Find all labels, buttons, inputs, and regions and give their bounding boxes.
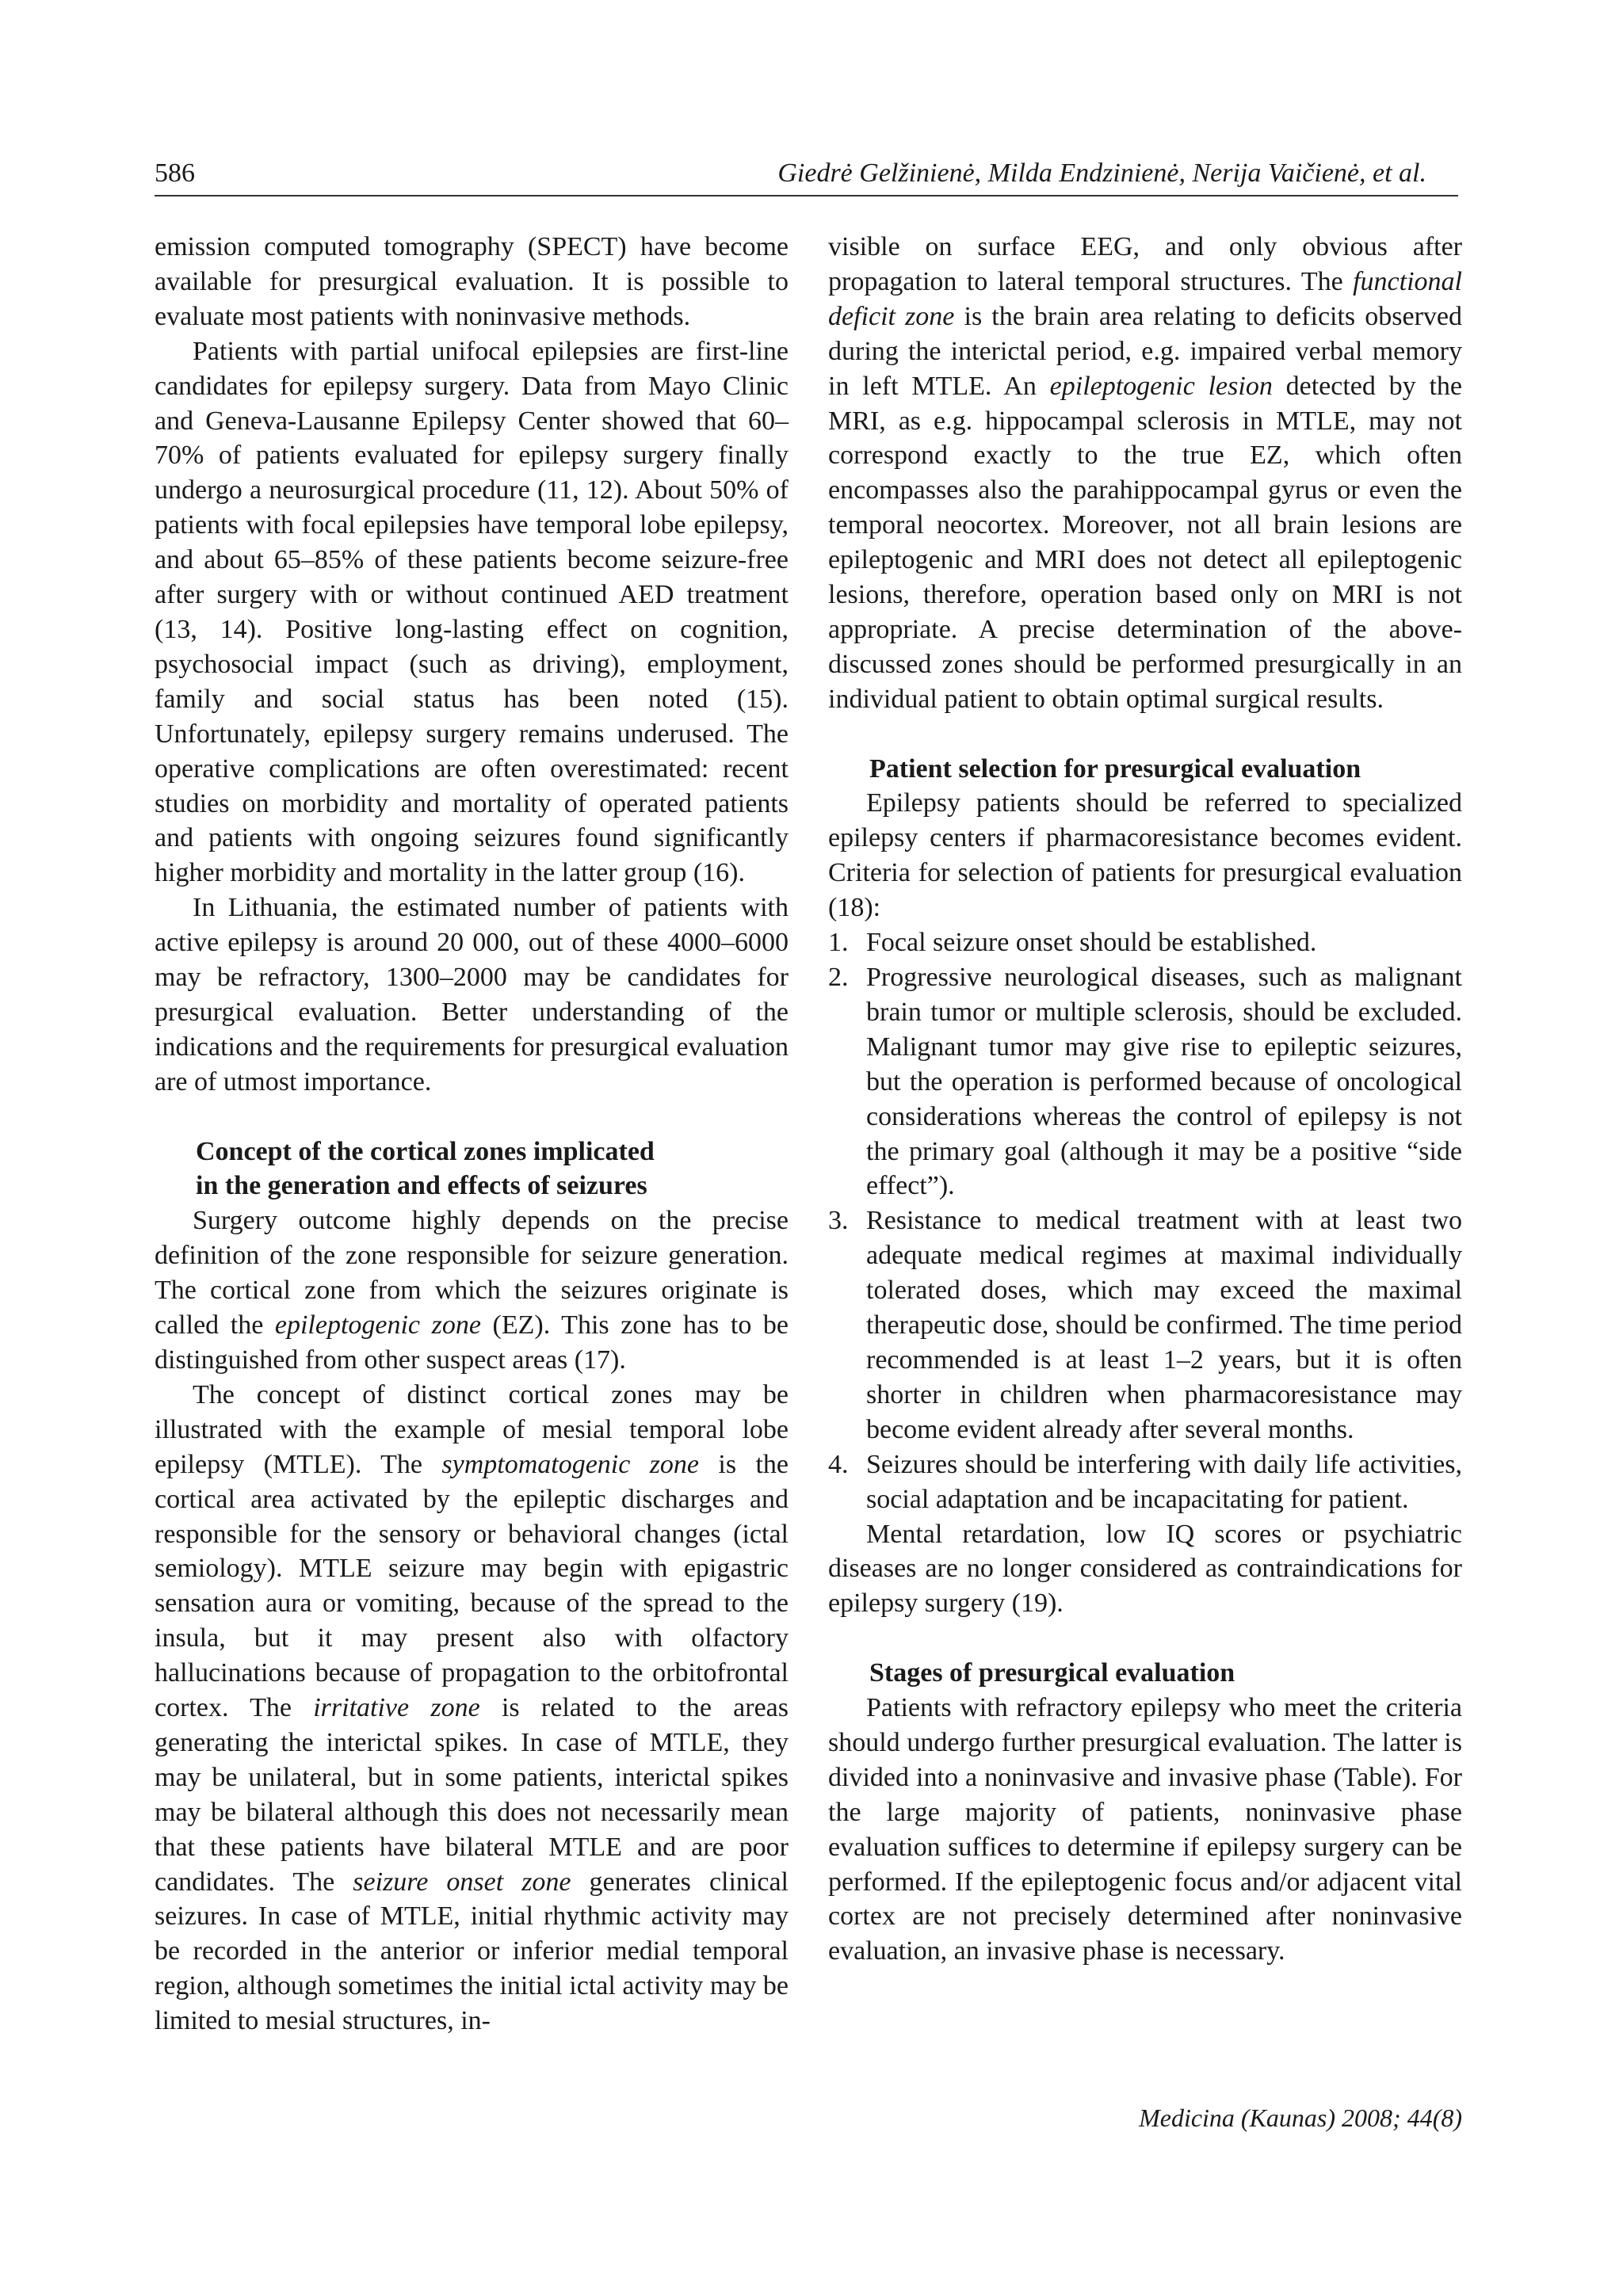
paragraph: emission computed tomography (SPECT) have become available for presurgical evaluation. It is possible to evaluate most patients with noninvasive methods. xyxy=(155,232,789,331)
page-number: 586 xyxy=(155,158,195,188)
paragraph: visible on surface EEG, and only obvious after propagation to lateral temporal structures. The functional deficit zone is the brain area relating to deficits observed during the interictal period, e.g. impaired verbal memory in left MTLE. An epileptogenic lesion detected by the MRI, as e.g. hippocampal sclerosis in MTLE, may not correspond exactly to the true EZ, which often encompasses also the parahippocampal gyrus or even the temporal neocortex. Moreover, not all brain lesions are epileptogenic and MRI does not detect all epileptogenic lesions, therefore, operation based only on MRI is not appropriate. A precise determination of the above-discussed zones should be performed presurgically in an individual patient to obtain optimal surgical results. xyxy=(828,232,1463,714)
paragraph: Epilepsy patients should be referred to specialized epilepsy centers if pharmacoresistance becomes evident. Criteria for selection of patients for presurgical evaluation (18): xyxy=(828,788,1462,923)
heading-line: Concept of the cortical zones implicated xyxy=(196,1136,655,1166)
list-item: 3. Resistance to medical treatment with at least two adequate medical regimes at maximal individually tolerated doses, which may exceed the maximal therapeutic dose, should be confirmed. The time period recommended is at least 1–2 years, but it is often shorter in children when pharmacoresistance may become evident already after several months. xyxy=(828,1206,1462,1444)
term-functional-deficit-zone: functional deficit zone xyxy=(828,266,1462,331)
paragraph: Patients with partial unifocal epilepsies are first-line candidates for epilepsy surgery. Data from Mayo Clinic and Geneva-Lausanne Epilepsy Center showed that 60–70% of patients evaluated for epilepsy surgery finally undergo a neurosurgical procedure (11, 12). About 50% of patients with focal epilepsies have temporal lobe epilepsy, and about 65–85% of these patients become seizure-free after surgery with or without continued AED treatment (13, 14). Positive long-lasting effect on cognition, psychosocial impact (such as driving), employment, family and social status has been noted (15). Unfortunately, epilepsy surgery remains underused. The operative complications are often overestimated: recent studies on morbidity and mortality of operated patients and patients with ongoing seizures found significantly higher morbidity and mortality in the latter group (16). xyxy=(155,336,789,888)
heading-line: in the generation and effects of seizures xyxy=(196,1171,647,1201)
paragraph: Patients with refractory epilepsy who meet the criteria should undergo further presurgical evaluation. The latter is divided into a noninvasive and invasive phase (Table). For the large majority of patients, noninvasive phase evaluation suffices to determine if epilepsy surgery can be performed. If the epileptogenic focus and/or adjacent vital cortex are not precisely determined after noninvasive evaluation, an invasive phase is necessary. xyxy=(828,1693,1462,1966)
left-column xyxy=(155,230,789,2039)
term-symptomatogenic-zone: symptomatogenic zone xyxy=(441,1449,700,1479)
term-irritative-zone: irritative zone xyxy=(313,1693,480,1723)
list-item: 2. Progressive neurological diseases, such as malignant brain tumor or multiple sclerosis, should be excluded. Malignant tumor may give rise to epileptic seizures, but the operation is performed because of oncological considerations whereas the control of epilepsy is not the primary goal (although it may be a positive “side effect”). xyxy=(828,963,1462,1201)
criteria-list xyxy=(828,925,1462,1516)
paragraph: Surgery outcome highly depends on the precise definition of the zone responsible for seizure generation. The cortical zone from which the seizures originate is called the epileptogenic zone (EZ). This zone has to be distinguished from other suspect areas (17). xyxy=(155,1206,789,1375)
term-seizure-onset-zone: seizure onset zone xyxy=(353,1867,571,1897)
section-heading-stages: Stages of presurgical evaluation xyxy=(869,1658,1235,1688)
section-heading-patient-selection: Patient selection for presurgical evaluation xyxy=(869,753,1361,784)
paragraph: In Lithuania, the estimated number of patients with active epilepsy is around 20 000, out of these 4000–6000 may be refractory, 1300–2000 may be candidates for presurgical evaluation. Better understanding of the indications and the requirements for presurgical evaluation are of utmost importance. xyxy=(155,893,789,1097)
right-column xyxy=(828,230,1462,1969)
running-head-authors: Giedrė Gelžinienė, Milda Endzinienė, Nerija Vaičienė, et al. xyxy=(777,158,1426,188)
paragraph: Mental retardation, low IQ scores or psychiatric diseases are no longer considered as contraindications for epilepsy surgery (19). xyxy=(828,1519,1462,1619)
paragraph: The concept of distinct cortical zones may be illustrated with the example of mesial temporal lobe epilepsy (MTLE). The symptomatogenic zone is the cortical area activated by the epileptic discharges and responsible for the sensory or behavioral changes (ictal semiology). MTLE seizure may begin with epigastric sensation aura or vomiting, because of the spread to the insula, but it may present also with olfactory hallucinations because of propagation to the orbitofrontal cortex. The irritative zone is related to the areas generating the interictal spikes. In case of MTLE, they may be unilateral, but in some patients, interictal spikes may be bilateral although this does not necessarily mean that these patients have bilateral MTLE and are poor candidates. The seizure onset zone generates clinical seizures. In case of MTLE, initial rhythmic activity may be recorded in the anterior or inferior medial temporal region, although sometimes the initial ictal activity may be limited to mesial structures, in- xyxy=(155,1379,789,2036)
section-heading-cortical-zones xyxy=(155,1135,789,1204)
term-epileptogenic-zone: epileptogenic zone xyxy=(274,1310,481,1341)
list-item: 4. Seizures should be interfering with daily life activities, social adaptation and be incapacitating for patient. xyxy=(828,1449,1462,1514)
page-header xyxy=(155,155,1458,196)
list-item: 1. Focal seizure onset should be established. xyxy=(828,928,1317,958)
term-epileptogenic-lesion: epileptogenic lesion xyxy=(1049,371,1273,401)
journal-citation: Medicina (Kaunas) 2008; 44(8) xyxy=(1139,2103,1462,2132)
